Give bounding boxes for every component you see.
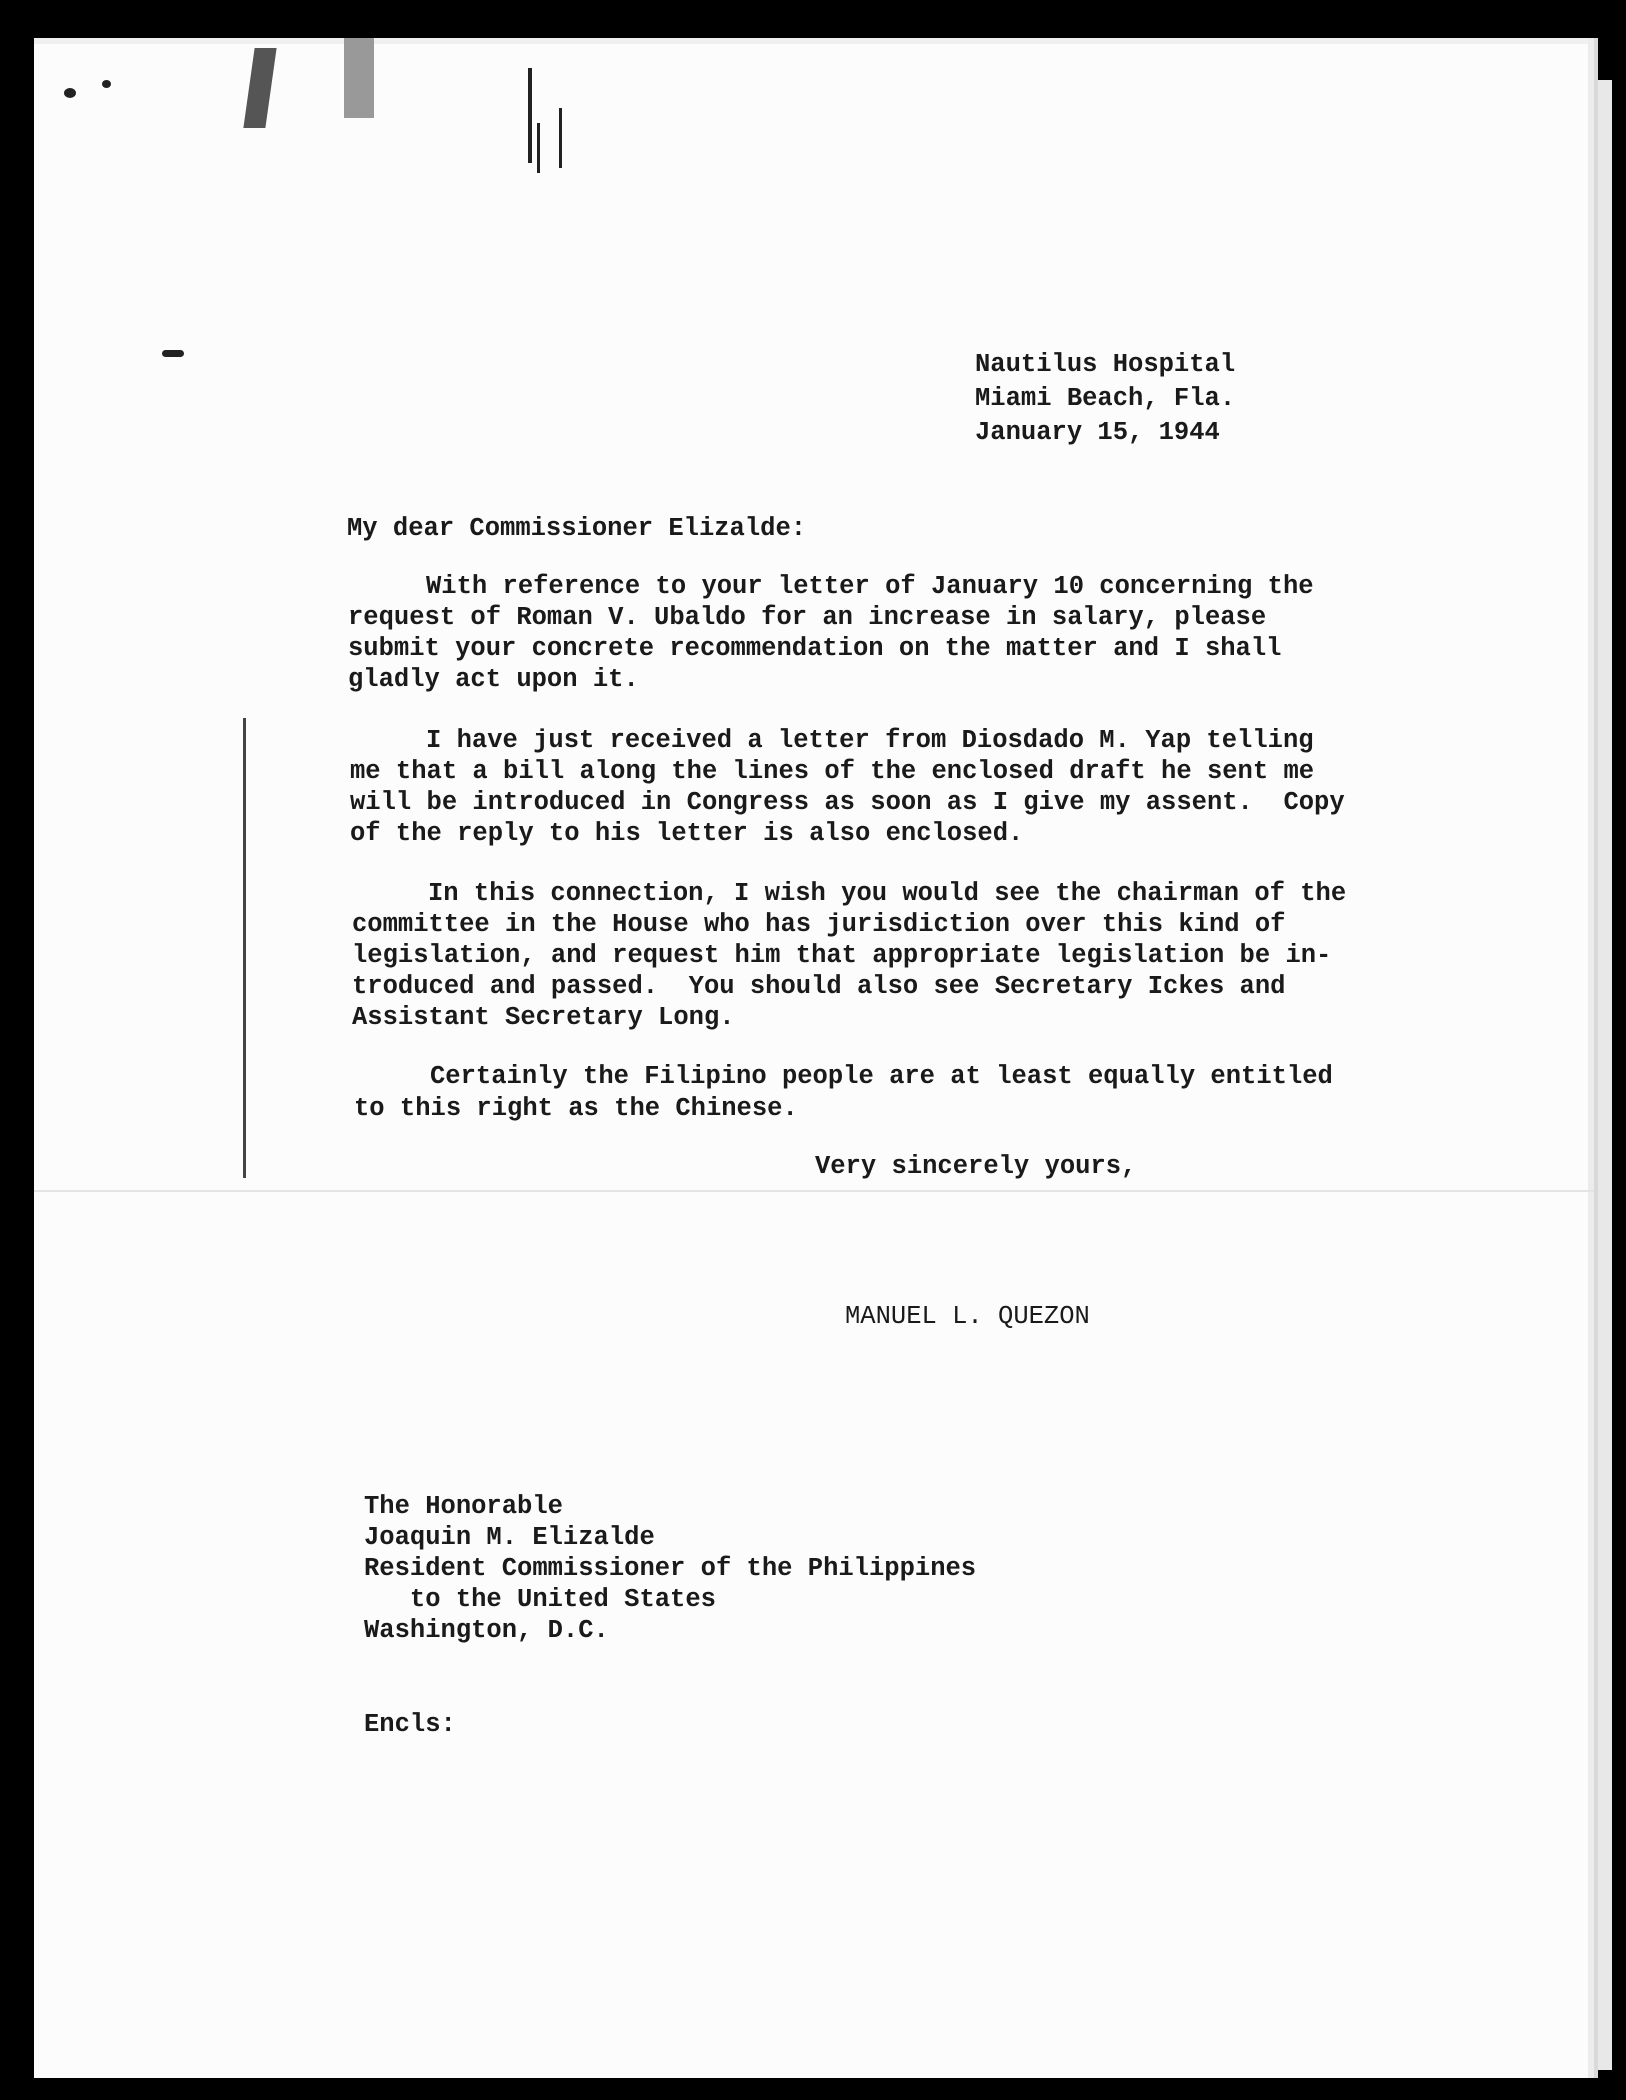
paragraph-2-line-3: will be introduced in Congress as soon as I give my assent. Copy xyxy=(350,788,1345,817)
paragraph-1-line-4: gladly act upon it. xyxy=(348,665,639,694)
paragraph-2-line-1: I have just received a letter from Diosdado M. Yap telling xyxy=(426,726,1314,755)
letter-page xyxy=(34,38,1598,2078)
recipient-line-1: The Honorable xyxy=(364,1492,563,1521)
enclosures-label: Encls: xyxy=(364,1710,456,1739)
recipient-line-5: Washington, D.C. xyxy=(364,1616,609,1645)
scan-mark xyxy=(537,123,540,173)
salutation: My dear Commissioner Elizalde: xyxy=(347,514,807,543)
letterhead-city: Miami Beach, Fla. xyxy=(975,384,1236,413)
paragraph-4-line-1: Certainly the Filipino people are at least equally entitled xyxy=(430,1062,1333,1091)
closing: Very sincerely yours, xyxy=(815,1152,1137,1181)
paragraph-3-line-3: legislation, and request him that appropriate legislation be in- xyxy=(352,941,1332,970)
scan-mark xyxy=(243,48,276,128)
scan-mark xyxy=(102,80,111,88)
paragraph-3-line-2: committee in the House who has jurisdiction over this kind of xyxy=(352,910,1286,939)
letterhead-place: Nautilus Hospital xyxy=(975,350,1236,379)
paragraph-4-line-2: to this right as the Chinese. xyxy=(354,1094,798,1123)
scan-mark xyxy=(528,68,532,163)
paragraph-3-line-1: In this connection, I wish you would see the chairman of the xyxy=(428,879,1347,908)
scan-mark xyxy=(162,350,184,357)
recipient-line-4: to the United States xyxy=(364,1585,716,1614)
paragraph-3-line-5: Assistant Secretary Long. xyxy=(352,1003,735,1032)
scan-mark xyxy=(559,108,562,168)
paper-fold-line xyxy=(34,1190,1594,1192)
margin-line xyxy=(243,718,246,1178)
recipient-line-3: Resident Commissioner of the Philippines xyxy=(364,1554,977,1583)
scan-mark xyxy=(64,88,76,98)
letter-date: January 15, 1944 xyxy=(975,418,1220,447)
paragraph-1-line-3: submit your concrete recommendation on the matter and I shall xyxy=(348,634,1282,663)
signature-name: MANUEL L. QUEZON xyxy=(845,1302,1090,1331)
paragraph-3-line-4: troduced and passed. You should also see Secretary Ickes and xyxy=(352,972,1286,1001)
paragraph-2-line-4: of the reply to his letter is also enclosed. xyxy=(350,819,1024,848)
scan-mark xyxy=(344,38,374,118)
paragraph-1-line-2: request of Roman V. Ubaldo for an increase in salary, please xyxy=(348,603,1267,632)
paragraph-2-line-2: me that a bill along the lines of the enclosed draft he sent me xyxy=(350,757,1315,786)
paragraph-1-line-1: With reference to your letter of January 10 concerning the xyxy=(426,572,1314,601)
recipient-line-2: Joaquin M. Elizalde xyxy=(364,1523,655,1552)
